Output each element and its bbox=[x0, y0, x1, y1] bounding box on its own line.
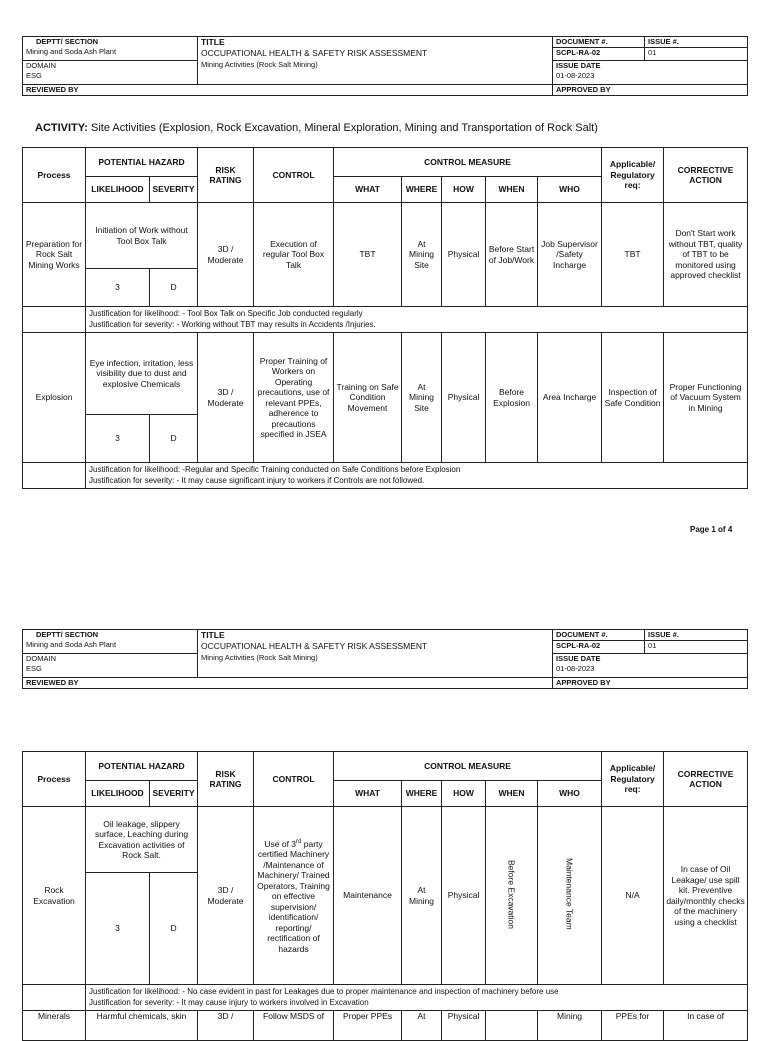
title-label: TITLE bbox=[201, 37, 225, 47]
row2-how: Physical bbox=[442, 333, 486, 463]
dept-cell bbox=[23, 630, 198, 654]
col-severity: SEVERITY bbox=[150, 177, 198, 203]
doc-label: DOCUMENT #. bbox=[556, 630, 608, 639]
row3-when bbox=[486, 807, 538, 985]
dept-label: DEPTT/ SECTION bbox=[36, 630, 99, 639]
risk-table-page-2 bbox=[22, 751, 748, 1041]
row1-control: Execution of regular Tool Box Talk bbox=[254, 203, 334, 307]
issue-cell bbox=[645, 630, 748, 654]
row2-control: Proper Training of Workers on Operating precautions, use of relevant PPEs, adherence to precautions specified in JSEA bbox=[254, 333, 334, 463]
issue-date-cell bbox=[553, 61, 748, 85]
page-of: of bbox=[718, 525, 726, 534]
activity-text: Site Activities (Explosion, Rock Excavation, Mineral Exploration, Mining and Transportation of Rock Salt) bbox=[91, 122, 598, 134]
issue-label: ISSUE #. bbox=[648, 37, 679, 46]
col-who: WHO bbox=[538, 781, 602, 807]
col-risk-rating: RISK RATING bbox=[198, 752, 254, 807]
row1-when: Before Start of Job/Work bbox=[486, 203, 538, 307]
document-header bbox=[22, 36, 748, 96]
title-cell bbox=[198, 37, 553, 85]
row3-likelihood: 3 bbox=[86, 873, 150, 985]
document-header-page-2 bbox=[22, 629, 748, 689]
row3-hazard: Oil leakage, slippery surface, Leaching during Excavation activities of Rock Salt. bbox=[86, 807, 198, 873]
col-likelihood: LIKELIHOOD bbox=[86, 781, 150, 807]
row4-risk: 3D / bbox=[198, 1011, 254, 1041]
row1-corrective: Don't Start work without TBT, quality of TBT to be monitored using approved checklist bbox=[664, 203, 748, 307]
row3-control bbox=[254, 807, 334, 985]
page-total: 4 bbox=[727, 525, 733, 534]
title-cell bbox=[198, 630, 553, 678]
row1-applicable: TBT bbox=[602, 203, 664, 307]
reviewed-by: REVIEWED BY bbox=[23, 678, 553, 689]
row2-process: Explosion bbox=[23, 333, 86, 463]
col-severity: SEVERITY bbox=[150, 781, 198, 807]
col-process: Process bbox=[23, 148, 86, 203]
page-prefix: Page bbox=[690, 525, 710, 534]
domain-cell bbox=[23, 61, 198, 85]
row3-just-severity: Justification for severity: - It may cause injury to workers involved in Excavation bbox=[89, 997, 369, 1007]
subtitle-value: Mining Activities (Rock Salt Mining) bbox=[201, 653, 318, 662]
issue-cell bbox=[645, 37, 748, 61]
subtitle-value: Mining Activities (Rock Salt Mining) bbox=[201, 60, 318, 69]
col-process: Process bbox=[23, 752, 86, 807]
row1-severity: D bbox=[150, 269, 198, 307]
row1-how: Physical bbox=[442, 203, 486, 307]
row2-likelihood: 3 bbox=[86, 415, 150, 463]
page-current: 1 bbox=[711, 525, 716, 534]
col-applicable: Applicable/ Regulatory req: bbox=[602, 148, 664, 203]
row2-what: Training on Safe Condition Movement bbox=[334, 333, 402, 463]
row1-likelihood: 3 bbox=[86, 269, 150, 307]
issue-label: ISSUE #. bbox=[648, 630, 679, 639]
domain-cell bbox=[23, 654, 198, 678]
issue-value: 01 bbox=[645, 47, 747, 58]
issue-date-value: 01-08-2023 bbox=[556, 664, 595, 673]
title-value: OCCUPATIONAL HEALTH & SAFETY RISK ASSESSMENT bbox=[201, 48, 428, 58]
domain-label: DOMAIN bbox=[26, 61, 56, 70]
dept-value: Mining and Soda Ash Plant bbox=[26, 47, 117, 56]
risk-table-page-1 bbox=[22, 147, 748, 489]
row3-what: Maintenance bbox=[334, 807, 402, 985]
col-corrective: CORRECTIVE ACTION bbox=[664, 148, 748, 203]
row4-process: Minerals bbox=[23, 1011, 86, 1041]
col-control-measure: CONTROL MEASURE bbox=[334, 752, 602, 781]
row1-who: Job Supervisor /Safety Incharge bbox=[538, 203, 602, 307]
row3-who bbox=[538, 807, 602, 985]
row4-how: Physical bbox=[442, 1011, 486, 1041]
row4-applicable: PPEs for bbox=[602, 1011, 664, 1041]
col-how: HOW bbox=[442, 177, 486, 203]
row1-where: At Mining Site bbox=[402, 203, 442, 307]
row3-severity: D bbox=[150, 873, 198, 985]
col-control-measure: CONTROL MEASURE bbox=[334, 148, 602, 177]
approved-by: APPROVED BY bbox=[553, 678, 748, 689]
row3-where: At Mining bbox=[402, 807, 442, 985]
col-likelihood: LIKELIHOOD bbox=[86, 177, 150, 203]
title-value: OCCUPATIONAL HEALTH & SAFETY RISK ASSESSMENT bbox=[201, 641, 428, 651]
row4-hazard: Harmful chemicals, skin bbox=[86, 1011, 198, 1041]
row2-just-severity: Justification for severity: - It may cause significant injury to workers if Controls are not followed. bbox=[89, 475, 425, 485]
col-potential-hazard: POTENTIAL HAZARD bbox=[86, 148, 198, 177]
title-label: TITLE bbox=[201, 630, 225, 640]
row3-when-text: Before Excavation bbox=[506, 859, 517, 929]
issue-date-label: ISSUE DATE bbox=[556, 654, 601, 663]
row1-hazard: Initiation of Work without Tool Box Talk bbox=[86, 203, 198, 269]
domain-label: DOMAIN bbox=[26, 654, 56, 663]
row2-just-likelihood: Justification for likelihood: -Regular and Specific Training conducted on Safe Conditions before Explosion bbox=[89, 465, 461, 474]
row3-who-text: Maintenance Team bbox=[564, 858, 575, 931]
row4-corrective: In case of bbox=[664, 1011, 748, 1041]
issue-date-label: ISSUE DATE bbox=[556, 61, 601, 70]
row2-applicable: Inspection of Safe Condition bbox=[602, 333, 664, 463]
row3-control-text: Use of 3rd party certified Machinery /Maintenance of Machinery/ Trained Operators, Training on effective supervision/ identification/ reporting/ rectification of hazards bbox=[257, 838, 330, 954]
row1-process: Preparation for Rock Salt Mining Works bbox=[23, 203, 86, 307]
domain-value: ESG bbox=[26, 71, 42, 80]
doc-value: SCPL-RA-02 bbox=[553, 47, 644, 58]
row1-justification bbox=[86, 307, 748, 333]
row2-severity: D bbox=[150, 415, 198, 463]
row1-risk: 3D / Moderate bbox=[198, 203, 254, 307]
row2-justification bbox=[86, 463, 748, 489]
row3-applicable: N/A bbox=[602, 807, 664, 985]
row2-risk: 3D / Moderate bbox=[198, 333, 254, 463]
row3-risk: 3D / Moderate bbox=[198, 807, 254, 985]
dept-cell bbox=[23, 37, 198, 61]
issue-date-value: 01-08-2023 bbox=[556, 71, 595, 80]
col-when: WHEN bbox=[486, 177, 538, 203]
row3-process: Rock Excavation bbox=[23, 807, 86, 985]
col-corrective: CORRECTIVE ACTION bbox=[664, 752, 748, 807]
row2-where: At Mining Site bbox=[402, 333, 442, 463]
row1-just-likelihood: Justification for likelihood: - Tool Box Talk on Specific Job conducted regularly bbox=[89, 309, 363, 318]
issue-date-cell bbox=[553, 654, 748, 678]
col-risk-rating: RISK RATING bbox=[198, 148, 254, 203]
row4-when bbox=[486, 1011, 538, 1041]
doc-cell bbox=[553, 630, 645, 654]
col-potential-hazard: POTENTIAL HAZARD bbox=[86, 752, 198, 781]
col-what: WHAT bbox=[334, 781, 402, 807]
col-where: WHERE bbox=[402, 781, 442, 807]
activity-line bbox=[35, 122, 598, 134]
row2-when: Before Explosion bbox=[486, 333, 538, 463]
doc-value: SCPL-RA-02 bbox=[553, 640, 644, 651]
col-who: WHO bbox=[538, 177, 602, 203]
col-how: HOW bbox=[442, 781, 486, 807]
row3-justification bbox=[86, 985, 748, 1011]
row1-just-severity: Justification for severity: - Working without TBT may results in Accidents /Injuries. bbox=[89, 319, 376, 329]
col-what: WHAT bbox=[334, 177, 402, 203]
row4-control: Follow MSDS of bbox=[254, 1011, 334, 1041]
doc-label: DOCUMENT #. bbox=[556, 37, 608, 46]
row4-where: At bbox=[402, 1011, 442, 1041]
doc-cell bbox=[553, 37, 645, 61]
col-control: CONTROL bbox=[254, 148, 334, 203]
row1-what: TBT bbox=[334, 203, 402, 307]
dept-value: Mining and Soda Ash Plant bbox=[26, 640, 117, 649]
reviewed-by: REVIEWED BY bbox=[23, 85, 553, 96]
issue-value: 01 bbox=[645, 640, 747, 651]
col-control: CONTROL bbox=[254, 752, 334, 807]
domain-value: ESG bbox=[26, 664, 42, 673]
row4-who: Mining bbox=[538, 1011, 602, 1041]
row3-how: Physical bbox=[442, 807, 486, 985]
dept-label: DEPTT/ SECTION bbox=[36, 37, 99, 46]
row3-corrective: In case of Oil Leakage/ use spill kit. Preventive daily/monthly checks of the machinery using a checklist bbox=[664, 807, 748, 985]
col-applicable: Applicable/ Regulatory req: bbox=[602, 752, 664, 807]
row4-what: Proper PPEs bbox=[334, 1011, 402, 1041]
activity-label: ACTIVITY: bbox=[35, 122, 88, 134]
col-when: WHEN bbox=[486, 781, 538, 807]
row2-hazard: Eye infection, irritation, less visibility due to dust and explosive Chemicals bbox=[86, 333, 198, 415]
row2-corrective: Proper Functioning of Vacuum System in Mining bbox=[664, 333, 748, 463]
page-number bbox=[690, 525, 732, 534]
approved-by: APPROVED BY bbox=[553, 85, 748, 96]
col-where: WHERE bbox=[402, 177, 442, 203]
row3-just-likelihood: Justification for likelihood: - No case evident in past for Leakages due to proper maintenance and inspection of machinery before use bbox=[89, 987, 559, 996]
row2-who: Area Incharge bbox=[538, 333, 602, 463]
